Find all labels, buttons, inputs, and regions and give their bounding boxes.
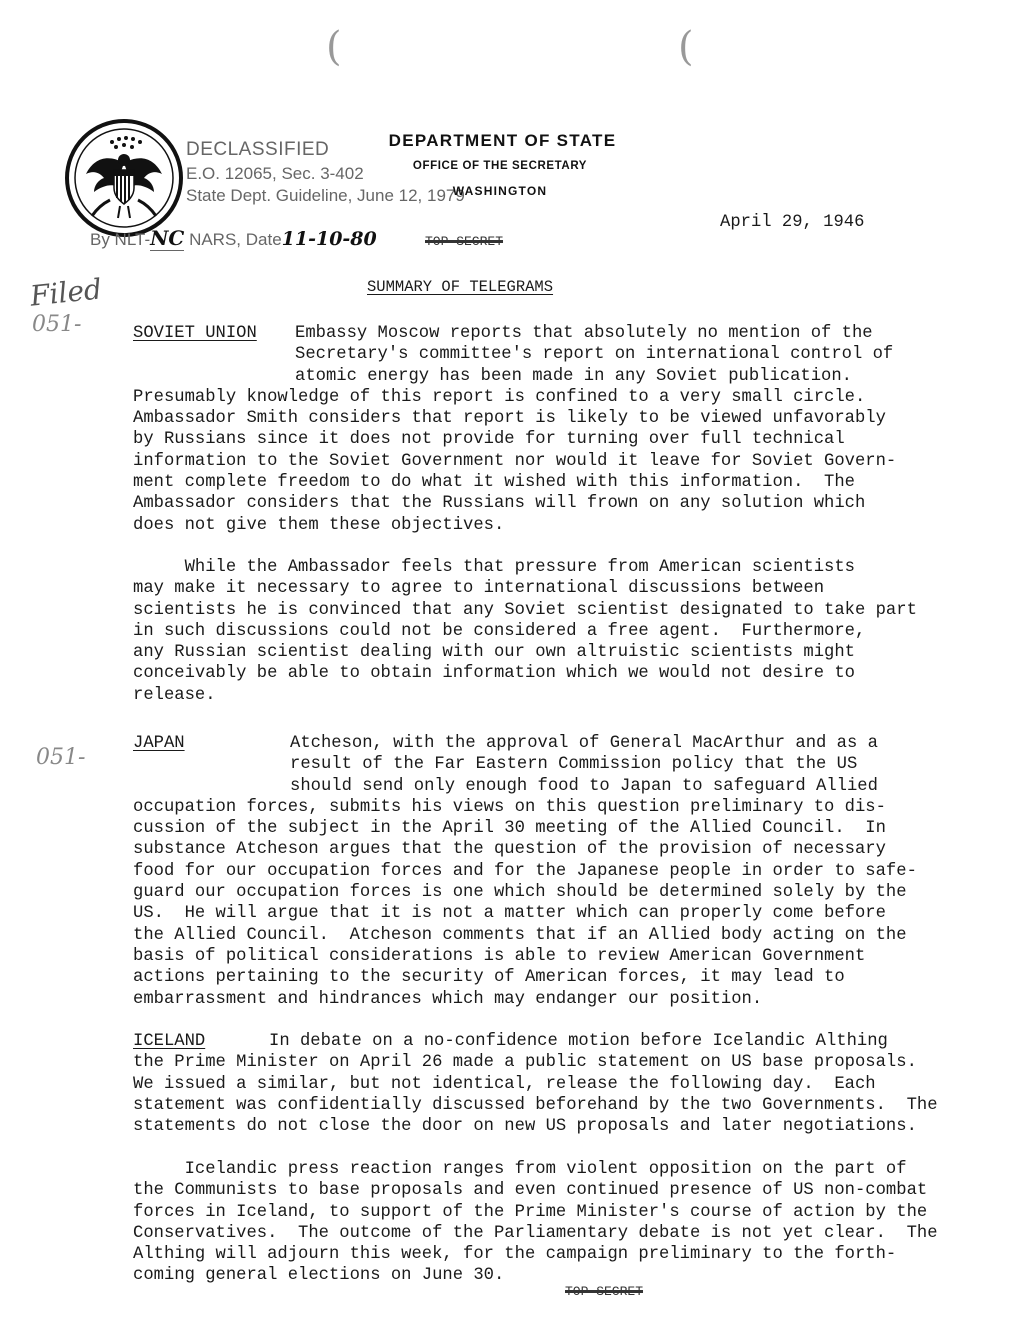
text-line: Secretary's committee's report on international control of [295, 345, 894, 365]
text-line: While the Ambassador feels that pressure from American scientists [133, 558, 855, 577]
text-line: Conservatives. The outcome of the Parliamentary debate is not yet clear. The [133, 1223, 938, 1243]
text-line: substance Atcheson argues that the question of the provision of necessary [133, 840, 886, 860]
margin-note-filed: Filed [28, 272, 104, 313]
stamp-line-eo: E.O. 12065, Sec. 3-402 [186, 164, 364, 183]
department-name: DEPARTMENT OF STATE [388, 131, 617, 150]
text-line: conceivably be able to obtain information which we would not desire to [133, 664, 855, 684]
stamp-line-declassified: DECLASSIFIED [186, 139, 330, 160]
text-line: atomic energy has been made in any Soviet publication. [295, 366, 852, 386]
margin-note-file-number-1: 051- [32, 312, 82, 337]
section-body-iceland [133, 1031, 963, 1137]
text-line: embarrassment and hindrances which may endanger our position. [133, 989, 763, 1009]
office-city: WASHINGTON [452, 184, 548, 198]
text-line: release. [133, 685, 216, 705]
text-line: Atcheson, with the approval of General MacArthur and as a [290, 734, 878, 753]
text-line: ment complete freedom to do what it wished with this information. The [133, 473, 855, 493]
section-label-japan: JAPAN [133, 734, 185, 753]
text-line: coming general elections on June 30. [133, 1266, 505, 1286]
section-label-soviet-union: SOVIET UNION [133, 324, 257, 343]
text-line: Embassy Moscow reports that absolutely no mention of the [295, 324, 873, 343]
stamp-line-guideline: State Dept. Guideline, June 12, 1979 [186, 186, 465, 205]
text-line: forces in Iceland, to support of the Prime Minister's course of action by the [133, 1202, 928, 1222]
text-line: occupation forces, submits his views on this question preliminary to dis- [133, 797, 886, 817]
section-body-soviet-union [133, 323, 963, 536]
section-body-iceland-para2 [133, 1159, 963, 1287]
stamp-initials: NC [150, 226, 185, 250]
text-line: the Communists to base proposals and even continued presence of US non-combat [133, 1181, 928, 1201]
text-line: should send only enough food to Japan to safeguard Allied [290, 776, 878, 796]
text-line: does not give them these objectives. [133, 515, 505, 535]
classification-bottom: TOP SECRET [565, 1284, 644, 1299]
document-date: April 29, 1946 [720, 213, 865, 232]
classification-top: TOP SECRET [425, 234, 504, 249]
text-line: by Russians since it does not provide for turning over full technical [133, 430, 845, 450]
text-line: in such discussions could not be considered a free agent. Furthermore, [133, 621, 866, 641]
text-line: statements do not close the door on new US proposals and later negotiations. [133, 1117, 917, 1137]
page-title: SUMMARY OF TELEGRAMS [367, 278, 554, 296]
stamp-by-prefix: By NLT- [90, 230, 151, 249]
text-line: actions pertaining to the security of American forces, it may lead to [133, 968, 845, 988]
text-line: food for our occupation forces and for the Japanese people in order to safe- [133, 861, 917, 881]
text-line: cussion of the subject in the April 30 meeting of the Allied Council. In [133, 819, 886, 839]
text-line: any Russian scientist dealing with our own altruistic scientists might [133, 643, 855, 663]
text-line: may make it necessary to agree to international discussions between [133, 579, 825, 599]
section-body-japan [133, 733, 963, 1010]
punch-mark-left: ( [326, 24, 342, 70]
text-line: Ambassador Smith considers that report is likely to be viewed unfavorably [133, 409, 886, 429]
stamp-by-mid: NARS, Date [184, 230, 282, 249]
text-line: result of the Far Eastern Commission policy that the US [290, 755, 858, 775]
text-line: the Allied Council. Atcheson comments that if an Allied body acting on the [133, 925, 907, 945]
section-body-soviet-union-para2 [133, 557, 963, 706]
section-label-iceland: ICELAND [133, 1032, 206, 1051]
text-line: Presumably knowledge of this report is confined to a very small circle. [133, 387, 866, 407]
stamp-date: 11-10-80 [281, 228, 377, 250]
text-line: Althing will adjourn this week, for the campaign preliminary to the forth- [133, 1245, 897, 1265]
great-seal-icon [64, 118, 184, 238]
margin-note-file-number-2: 051- [36, 745, 86, 770]
text-line: US. He will argue that it is not a matter which can properly come before [133, 904, 886, 924]
text-line: statement was confidentially discussed beforehand by the two Governments. The [133, 1095, 938, 1115]
text-line: We issued a similar, but not identical, release the following day. Each [133, 1074, 876, 1094]
text-line: guard our occupation forces is one which should be determined solely by the [133, 883, 907, 903]
office-name: OFFICE OF THE SECRETARY [412, 160, 588, 172]
text-line: Ambassador considers that the Russians will frown on any solution which [133, 494, 866, 514]
punch-mark-right: ( [678, 24, 694, 70]
text-line: In debate on a no-confidence motion before Icelandic Althing [269, 1032, 888, 1051]
text-line: the Prime Minister on April 26 made a public statement on US base proposals. [133, 1053, 917, 1073]
text-line: scientists he is convinced that any Soviet scientist designated to take part [133, 600, 917, 620]
text-line: basis of political considerations is able to review American Government [133, 946, 866, 966]
text-line: information to the Soviet Government nor would it leave for Soviet Govern- [133, 451, 897, 471]
text-line: Icelandic press reaction ranges from violent opposition on the part of [133, 1160, 907, 1179]
